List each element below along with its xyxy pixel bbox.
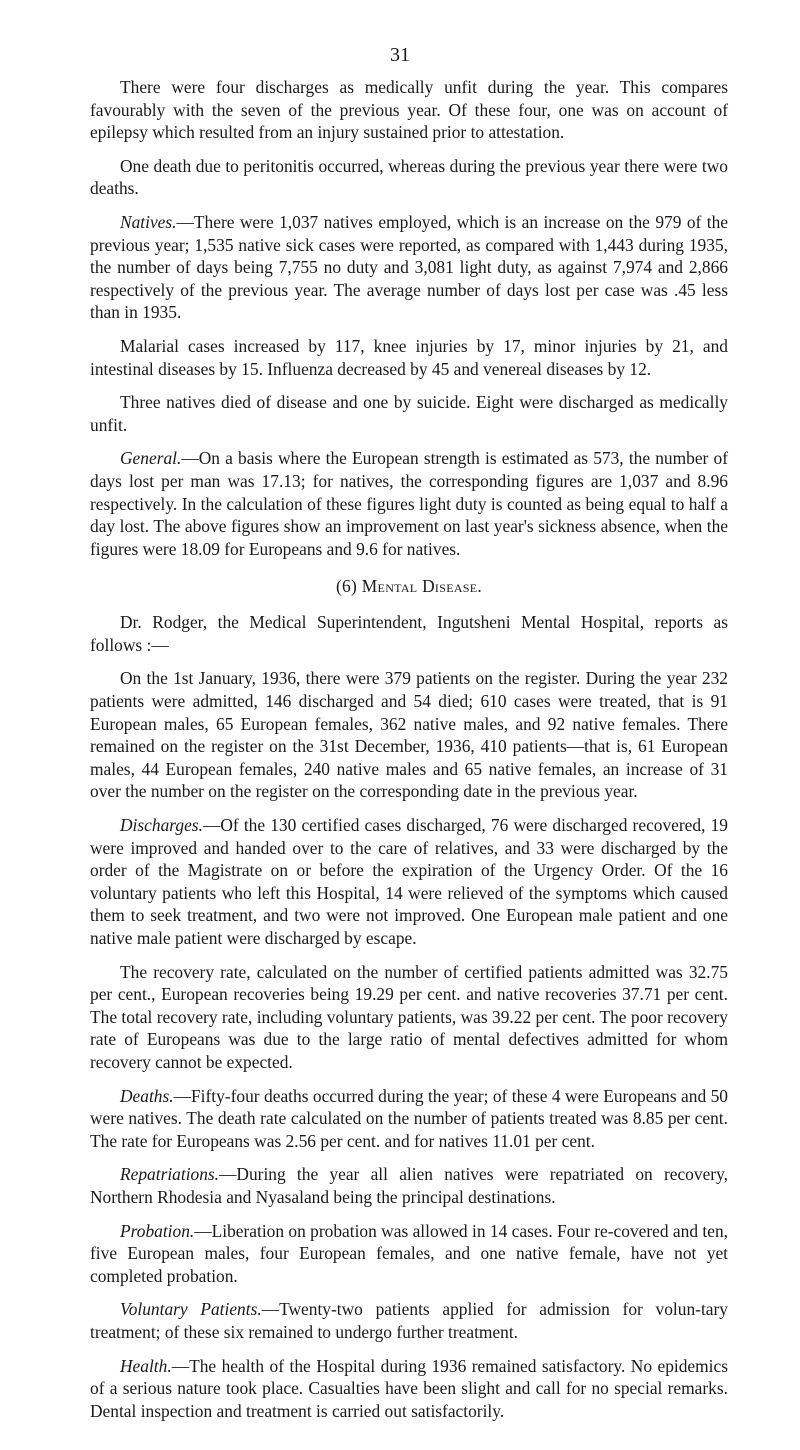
paragraph-lead: Deaths. [120, 1085, 174, 1106]
paragraph [90, 814, 728, 950]
paragraph [90, 611, 728, 656]
paragraph-lead: Probation. [120, 1220, 195, 1241]
paragraph-text: —There were 1,037 natives employed, which is an increase on the 979 of the previous year; 1,535 native sick cases were reported, as compared with 1,443 during 1935, the number of days being 7,755 no duty and 3,081 light duty, as against 7,974 and 2,866 respectively of the previous year. The average number of days lost per case was .45 less than in 1935. [90, 211, 728, 323]
paragraph-lead: Repatriations. [120, 1164, 220, 1185]
paragraph-lead: Discharges. [120, 815, 203, 836]
paragraph-text: One death due to peritonitis occurred, whereas during the previous year there were two deaths. [90, 155, 728, 199]
section-heading [90, 576, 728, 597]
section-heading-number: (6) [335, 576, 358, 597]
paragraph-text: Dr. Rodger, the Medical Superintendent, Ingutsheni Mental Hospital, reports as follows :— [90, 612, 728, 655]
paragraph [90, 1355, 728, 1423]
section-after-heading [90, 611, 728, 1422]
paragraph-lead: Natives. [120, 211, 177, 232]
paragraph-lead: General. [120, 448, 182, 469]
paragraph [90, 1220, 728, 1288]
paragraph-text: Three natives died of disease and one by suicide. Eight were discharged as medically unfit. [90, 392, 728, 435]
paragraph [90, 667, 728, 803]
paragraph-text: —On a basis where the European strength is estimated as 573, the number of days lost per man was 17.13; for natives, the corresponding figures are 1,037 and 8.96 respectively. In the calculation of these figures light duty is counted as being equal to half a day lost. The above figures show an improvement on last year's sickness absence, when the figures were 18.09 for Europeans and 9.6 for natives. [90, 448, 728, 559]
paragraph [90, 391, 728, 436]
paragraph-text: —Liberation on probation was allowed in 14 cases. Four re-covered and ten, five European males, four European females, and one native female, have not yet completed probation. [90, 1220, 728, 1286]
paragraph-text: Malarial cases increased by 117, knee injuries by 17, minor injuries by 21, and intestinal diseases by 15. Influenza decreased by 45 and venereal diseases by 12. [90, 335, 728, 379]
paragraph [90, 76, 728, 144]
section-before-heading [90, 76, 728, 560]
paragraph-lead: Health. [120, 1355, 172, 1376]
paragraph [90, 211, 728, 324]
paragraph-text: —The health of the Hospital during 1936 remained satisfactory. No epidemics of a serious nature took place. Casualties have been slight and call for no special remarks. Dental inspection and treatment is carried out satisfactorily. [90, 1355, 728, 1421]
paragraph [90, 1298, 728, 1343]
paragraph [90, 1163, 728, 1208]
paragraph-text: There were four discharges as medically unfit during the year. This compares favourably with the seven of the previous year. Of these four, one was on account of epilepsy which resulted from an injury sustained prior to attestation. [90, 77, 728, 143]
paragraph-text: —Of the 130 certified cases discharged, 76 were discharged recovered, 19 were improved and handed over to the care of relatives, and 33 were discharged by the order of the Magistrate on or before the expiration of the Urgency Order. Of the 16 voluntary patients who left this Hospital, 14 were relieved of the symptoms which caused them to seek treatment, and two were not improved. One European male patient and one native male patient were discharged by escape. [90, 815, 728, 948]
paragraph [90, 155, 728, 200]
paragraph [90, 1085, 728, 1153]
paragraph-lead: Voluntary Patients. [120, 1299, 262, 1320]
paragraph-text: —During the year all alien natives were repatriated on recovery, Northern Rhodesia and Nyasaland being the principal destinations. [90, 1164, 728, 1207]
page-body [90, 76, 728, 1433]
paragraph [90, 961, 728, 1074]
paragraph-text: The recovery rate, calculated on the number of certified patients admitted was 32.75 per cent., European recoveries being 19.29 per cent. and native recoveries 37.71 per cent. The total recovery rate, including voluntary patients, was 39.22 per cent. The poor recovery rate of Europeans was due to the large ratio of mental defectives admitted for whom recovery cannot be expected. [90, 961, 728, 1072]
paragraph [90, 447, 728, 560]
section-heading-title: Mental Disease. [361, 576, 483, 597]
paragraph-text: On the 1st January, 1936, there were 379 patients on the register. During the year 232 patients were admitted, 146 discharged and 54 died; 610 cases were treated, that is 91 European males, 65 European females, 362 native males, and 92 native females. There remained on the register on the 31st December, 1936, 410 patients—that is, 61 European males, 44 European females, 240 native males and 65 native females, an increase of 31 over the number on the register on the corresponding date in the previous year. [90, 668, 728, 802]
paragraph-text: —Fifty-four deaths occurred during the year; of these 4 were Europeans and 50 were natives. The death rate calculated on the number of patients treated was 8.85 per cent. The rate for Europeans was 2.56 per cent. and for natives 11.01 per cent. [90, 1085, 728, 1151]
paragraph [90, 335, 728, 380]
paragraph-text: —Twenty-two patients applied for admission for volun-tary treatment; of these six remained to undergo further treatment. [90, 1299, 728, 1342]
page-number: 31 [390, 44, 410, 66]
